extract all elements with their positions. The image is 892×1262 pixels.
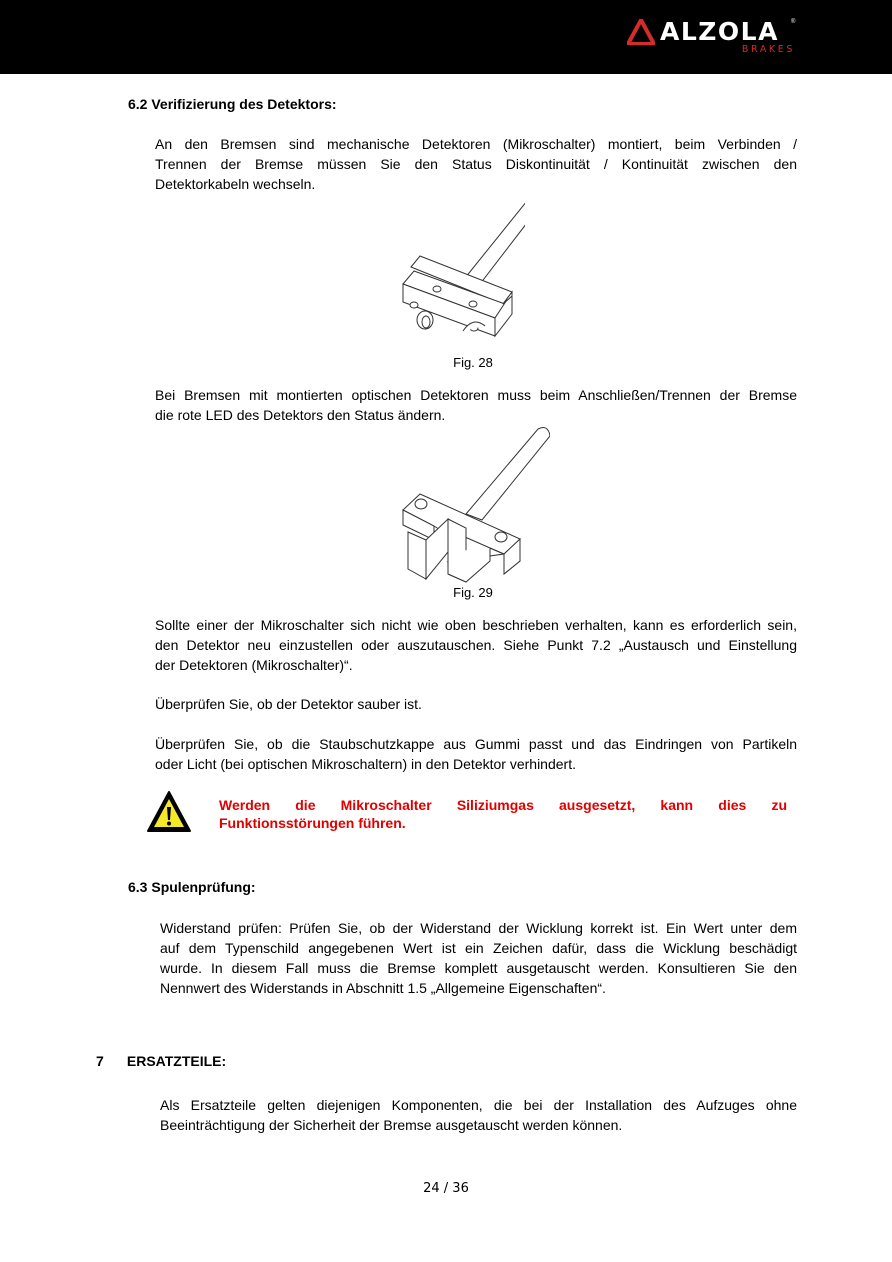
text-line: Überprüfen Sie, ob die Staubschutzkappe aus Gummi passt und das Eindringen von Partikeln — [155, 736, 797, 752]
section-title: Spulenprüfung: — [151, 879, 256, 895]
paragraph-optical-detector — [155, 385, 797, 425]
figure-caption-29: Fig. 29 — [453, 585, 493, 600]
section-title: ERSATZTEILE: — [126, 1053, 227, 1069]
section-6-2-heading — [128, 96, 337, 113]
paragraph-adjust-detector — [155, 615, 797, 675]
logo-triangle-icon — [627, 19, 655, 45]
warning-message — [219, 796, 787, 832]
section-number: 7 — [96, 1053, 104, 1069]
text-line: Trennen der Bremse müssen Sie den Status Diskontinuität / Kontinuität zwischen den — [155, 156, 797, 172]
section-6-3-heading — [128, 879, 256, 896]
paragraph-coil-check — [160, 918, 797, 998]
warning-triangle-icon — [146, 790, 192, 834]
header-bar — [0, 0, 892, 74]
section-title: Verifizierung des Detektors: — [151, 96, 337, 112]
paragraph-clean-detector — [155, 694, 797, 714]
figure-caption-28: Fig. 28 — [453, 355, 493, 370]
text-line: Als Ersatzteile gelten diejenigen Komponenten, die bei der Installation des Aufzuges ohne — [160, 1097, 797, 1113]
text-line: wurde. In diesem Fall muss die Bremse komplett ausgetauscht werden. Konsultieren Sie den — [160, 960, 797, 976]
section-number: 6.3 — [128, 879, 148, 895]
text-line: oder Licht (bei optischen Mikroschaltern) in den Detektor verhindert. — [155, 756, 576, 772]
text-line: den Detektor neu einzustellen oder auszutauschen. Siehe Punkt 7.2 „Austausch und Einstellung — [155, 637, 797, 653]
text-line: Widerstand prüfen: Prüfen Sie, ob der Widerstand der Wicklung korrekt ist. Ein Wert unter dem — [160, 920, 797, 936]
text-line: Sollte einer der Mikroschalter sich nicht wie oben beschrieben verhalten, kann es erforderlich sein, — [155, 617, 797, 633]
text-line: die rote LED des Detektors den Status ändern. — [155, 407, 446, 423]
section-7-heading — [96, 1053, 226, 1070]
text-line: Bei Bremsen mit montierten optischen Detektoren muss beim Anschließen/Trennen der Bremse — [155, 387, 797, 403]
text-line: Funktionsstörungen führen. — [219, 815, 406, 831]
optical-detector-figure — [400, 424, 550, 584]
paragraph-dust-cap — [155, 734, 797, 774]
text-line: der Detektoren (Mikroschalter)“. — [155, 657, 353, 673]
paragraph-spare-parts — [160, 1095, 797, 1135]
alzola-logo — [627, 17, 799, 59]
text-line: Beeinträchtigung der Sicherheit der Bremse ausgetauscht werden können. — [160, 1117, 623, 1133]
paragraph-detector-intro — [155, 134, 797, 194]
logo-wordmark: ALZOLA — [660, 17, 779, 46]
text-line: Nennwert des Widerstands in Abschnitt 1.5 „Allgemeine Eigenschaften“. — [160, 980, 606, 996]
text-line: Werden die Mikroschalter Siliziumgas ausgesetzt, kann dies zu — [219, 797, 787, 813]
page-number: 24 / 36 — [423, 1181, 469, 1196]
microswitch-figure — [385, 196, 525, 346]
logo-subtitle: BRAKES — [741, 44, 795, 55]
text-line: Überprüfen Sie, ob der Detektor sauber ist. — [155, 696, 422, 712]
section-number: 6.2 — [128, 96, 148, 112]
text-line: auf dem Typenschild angegebenen Wert ist ein Zeichen dafür, dass die Wicklung beschädigt — [160, 940, 797, 956]
logo-registered-mark: ® — [791, 19, 796, 25]
text-line: Detektorkabeln wechseln. — [155, 176, 316, 192]
text-line: An den Bremsen sind mechanische Detektoren (Mikroschalter) montiert, beim Verbinden / — [155, 136, 797, 152]
